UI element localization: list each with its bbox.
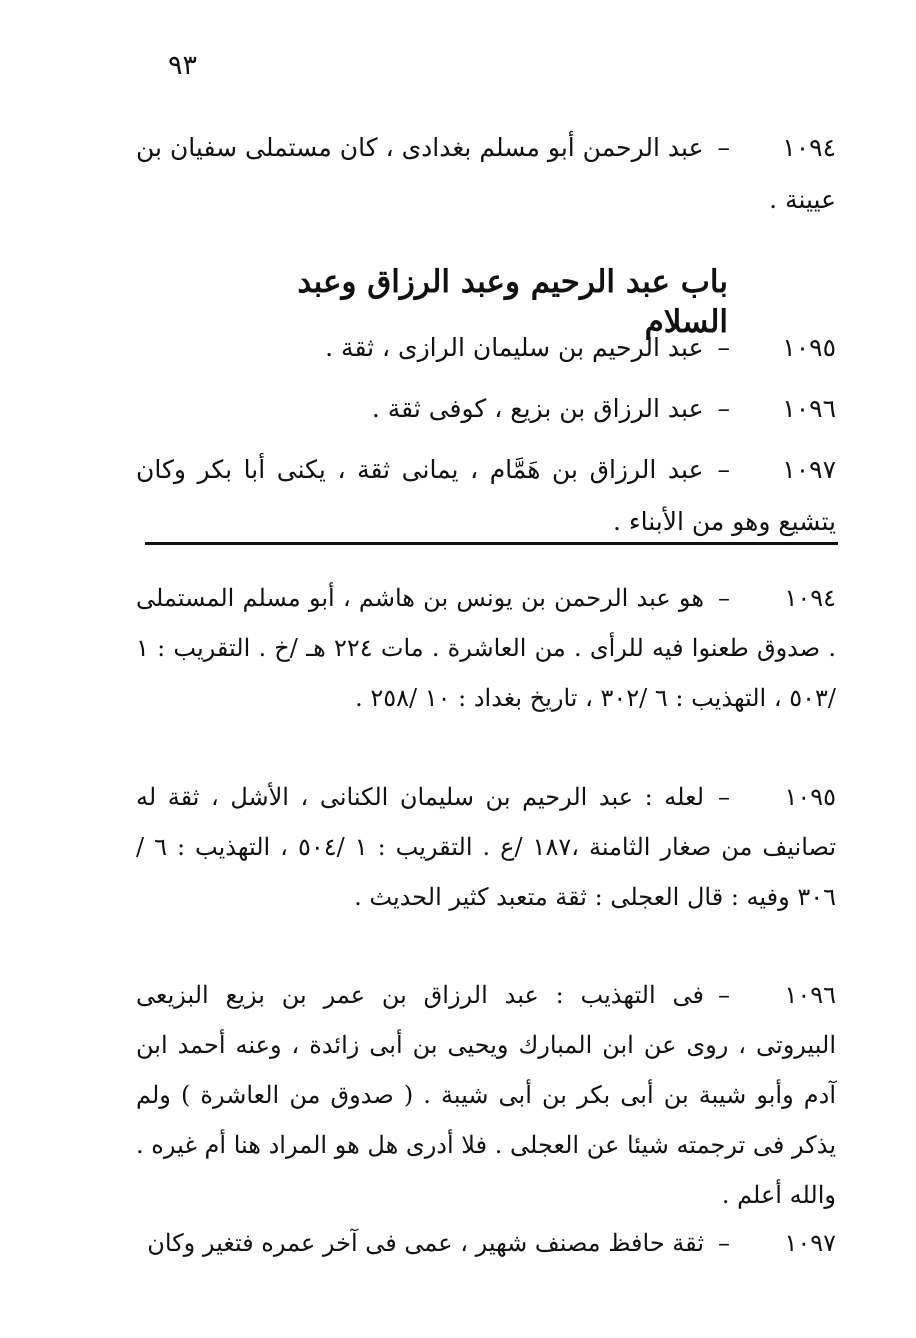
footnote-number: ١٠٩٧ — [784, 1229, 836, 1257]
footnote-dash: – — [718, 981, 730, 1009]
footnote-text: لعله : عبد الرحيم بن سليمان الكنانى ، الأشل ، ثقة له تصانيف من صغار الثامنة ،١٨٧ /ع . التقريب : ١ /٥٠٤ ، التهذيب : ٦ /٣٠٦ وفيه : قال العجلى : ثقة متعبد كثير الحديث . — [136, 783, 837, 911]
footnote-1097 — [136, 1218, 836, 1268]
footnote-number: ١٠٩٥ — [784, 783, 836, 811]
entry-dash: – — [717, 394, 730, 423]
footnote-1096 — [136, 970, 836, 1220]
footnote-text: فى التهذيب : عبد الرزاق بن عمر بن بزيع البزيعى البيروتى ، روى عن ابن المبارك ويحيى بن أبى زائدة ، وعنه أحمد ابن آدم وأبو شيبة بن أبى بكر بن أبى شيبة . ( صدوق من العاشرة ) ولم يذكر فى ترجمته شيئا عن العجلى . فلا أدرى هل هو المراد هنا أم غيره . والله أعلم . — [136, 981, 836, 1209]
entry-1095 — [136, 322, 836, 374]
entry-dash: – — [717, 133, 730, 162]
footnote-text: ثقة حافظ مصنف شهير ، عمى فى آخر عمره فتغير وكان — [147, 1229, 704, 1257]
entry-number: ١٠٩٧ — [782, 455, 836, 484]
entry-text: عبد الرزاق بن هَمَّام ، يمانى ثقة ، يكنى أبا بكر وكان يتشيع وهو من الأبناء . — [136, 455, 836, 536]
footnote-number: ١٠٩٦ — [784, 981, 836, 1009]
entry-number: ١٠٩٦ — [782, 394, 836, 423]
entry-text: عبد الرحمن أبو مسلم بغدادى ، كان مستملى سفيان بن عيينة . — [136, 133, 836, 214]
footnote-separator — [145, 542, 838, 545]
entry-dash: – — [717, 455, 730, 484]
entry-dash: – — [717, 333, 730, 362]
footnote-dash: – — [718, 783, 730, 811]
footnote-number: ١٠٩٤ — [784, 584, 836, 612]
section-title: باب عبد الرحيم وعبد الرزاق وعبد السلام — [297, 264, 728, 340]
entry-text: عبد الرزاق بن بزيع ، كوفى ثقة . — [371, 394, 704, 423]
entry-1097 — [136, 444, 836, 548]
entry-number: ١٠٩٤ — [782, 133, 836, 162]
entry-1096 — [136, 383, 836, 435]
footnote-dash: – — [718, 1229, 730, 1257]
page-number: ٩٣ — [168, 50, 198, 81]
footnote-1094 — [136, 573, 836, 723]
footnote-1095 — [136, 772, 836, 922]
entry-number: ١٠٩٥ — [782, 333, 836, 362]
entry-1094 — [136, 122, 836, 226]
footnote-text: هو عبد الرحمن بن يونس بن هاشم ، أبو مسلم المستملى . صدوق طعنوا فيه للرأى . من العاشرة . مات ٢٢٤ هـ /خ . التقريب : ١ /٥٠٣ ، التهذيب : ٦ /٣٠٢ ، تاريخ بغداد : ١٠ /٢٥٨ . — [136, 584, 836, 712]
footnote-dash: – — [718, 584, 730, 612]
entry-text: عبد الرحيم بن سليمان الرازى ، ثقة . — [325, 333, 704, 362]
